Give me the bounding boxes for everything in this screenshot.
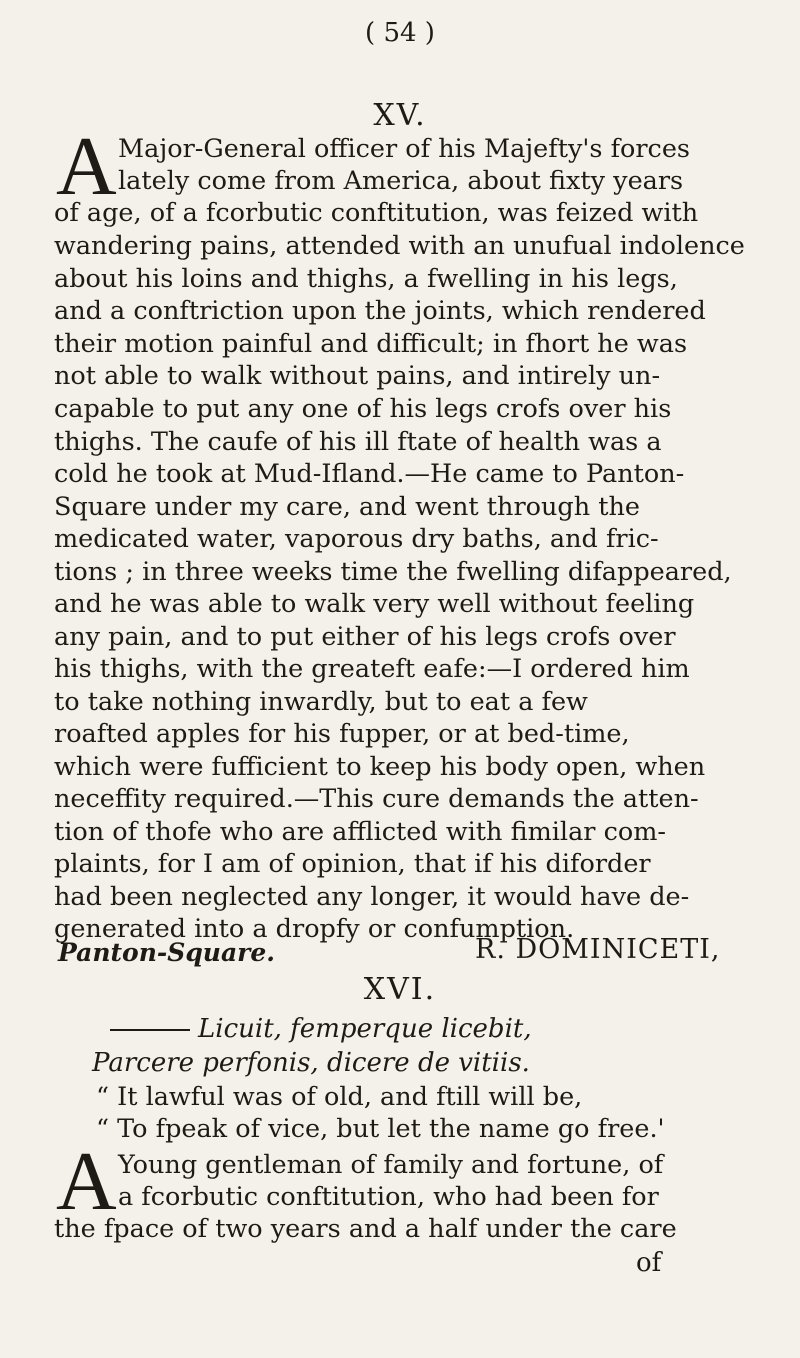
text-line: Major-General officer of his Majefty's forces bbox=[118, 134, 691, 164]
text-line: generated into a dropfy or confumption. bbox=[54, 914, 575, 944]
section-heading-xv: XV. bbox=[373, 98, 427, 133]
epigraph-english-line-2: “ To fpeak of vice, but let the name go free.' bbox=[96, 1114, 665, 1144]
drop-cap-xv: A bbox=[56, 120, 117, 213]
text-line: the fpace of two years and a half under the care bbox=[54, 1214, 677, 1244]
text-line: and a conftriction upon the joints, which rendered bbox=[54, 296, 706, 326]
drop-cap-xvi: A bbox=[56, 1135, 117, 1228]
text-line: any pain, and to put either of his legs crofs over bbox=[54, 622, 676, 652]
text-line: wandering pains, attended with an unufual indolence bbox=[54, 231, 745, 261]
epigraph-english-line-1: “ It lawful was of old, and ftill will be, bbox=[96, 1082, 583, 1112]
text-line: about his loins and thighs, a fwelling in his legs, bbox=[54, 264, 678, 294]
text-line: medicated water, vaporous dry baths, and fric- bbox=[54, 524, 659, 554]
text-line: a fcorbutic conftitution, who had been for bbox=[118, 1182, 659, 1212]
epigraph-latin-line-2: Parcere perfonis, dicere de vitiis. bbox=[92, 1048, 530, 1078]
signature-place: Panton-Square. bbox=[58, 938, 275, 967]
text-line: their motion painful and difficult; in fhort he was bbox=[54, 329, 688, 359]
text-line: lately come from America, about fixty years bbox=[118, 166, 684, 196]
epigraph-latin-line-1 bbox=[110, 1014, 532, 1044]
text-line: thighs. The caufe of his ill ftate of health was a bbox=[54, 427, 662, 457]
section-heading-xvi: XVI. bbox=[363, 972, 437, 1007]
epigraph-latin-text-1: Licuit, femperque licebit, bbox=[198, 1014, 532, 1044]
text-line: Square under my care, and went through the bbox=[54, 492, 641, 522]
text-line: not able to walk without pains, and intirely un- bbox=[54, 361, 661, 391]
text-line: to take nothing inwardly, but to eat a few bbox=[54, 687, 588, 717]
text-line: cold he took at Mud-Ifland.—He came to Panton- bbox=[54, 459, 685, 489]
text-line: roafted apples for his fupper, or at bed-time, bbox=[54, 719, 630, 749]
text-line: capable to put any one of his legs crofs over his bbox=[54, 394, 672, 424]
text-line: tion of thofe who are afflicted with fimilar com- bbox=[54, 817, 666, 847]
text-line: which were fufficient to keep his body open, when bbox=[54, 752, 706, 782]
text-line: of age, of a fcorbutic conftitution, was feized with bbox=[54, 198, 699, 228]
text-line: tions ; in three weeks time the fwelling difappeared, bbox=[54, 557, 732, 587]
text-line: his thighs, with the greateft eafe:—I ordered him bbox=[54, 654, 690, 684]
text-line: Young gentleman of family and fortune, of bbox=[118, 1150, 664, 1180]
text-line: plaints, for I am of opinion, that if his diforder bbox=[54, 849, 651, 879]
text-line: neceffity required.—This cure demands the atten- bbox=[54, 784, 699, 814]
catchword: of bbox=[636, 1248, 662, 1278]
em-rule bbox=[110, 1029, 190, 1031]
text-line: and he was able to walk very well without feeling bbox=[54, 589, 695, 619]
text-line: had been neglected any longer, it would have de- bbox=[54, 882, 690, 912]
signature-name: R. DOMINICETI, bbox=[475, 934, 721, 965]
page-number: ( 54 ) bbox=[365, 18, 435, 48]
